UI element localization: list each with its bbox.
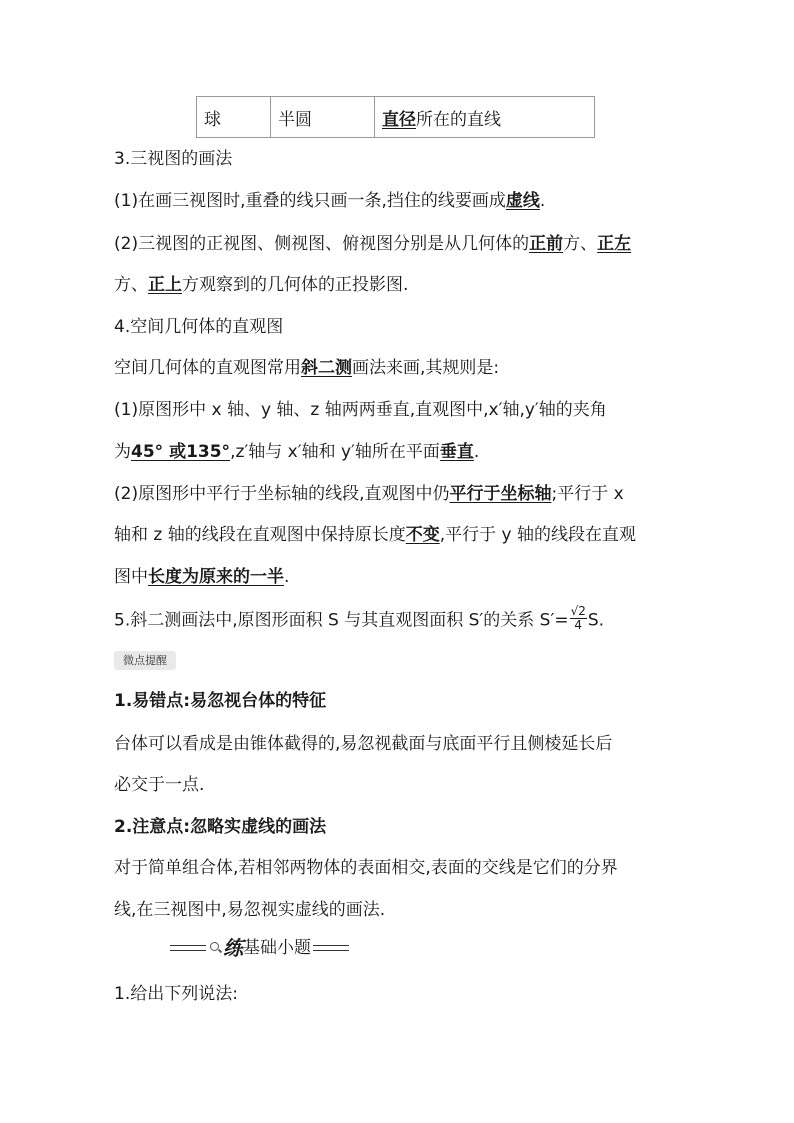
text: 方、	[563, 234, 598, 254]
text: .	[473, 442, 480, 462]
double-rule-left	[170, 945, 206, 951]
text: 方观察到的几何体的正投影图.	[182, 275, 409, 295]
solids-table	[196, 96, 595, 138]
text: ,z′轴与 x′轴和 y′轴所在平面	[230, 442, 440, 462]
text: 画法来画,其规则是:	[352, 358, 500, 378]
text: 轴和 z 轴的线段在直观图中保持原长度	[114, 525, 406, 545]
table-cell	[271, 97, 375, 138]
heading-text: 2.注意点:忽略实虚线的画法	[114, 817, 327, 837]
text: 为	[114, 442, 131, 462]
fill-blank-answer: 正左	[597, 234, 632, 254]
text: 图中	[114, 567, 148, 587]
table-cell	[197, 97, 271, 138]
practice-section-title	[168, 935, 351, 961]
paragraph	[114, 483, 624, 505]
cell-text: 半圆	[278, 109, 312, 130]
tips-badge: 微点提醒	[114, 651, 176, 670]
paragraph	[114, 524, 636, 546]
fill-blank-answer: 正前	[529, 234, 564, 254]
question-1	[114, 983, 238, 1005]
paragraph	[114, 233, 631, 255]
text: 方、	[114, 275, 148, 295]
heading-text: 1.易错点:易忽视台体的特征	[114, 691, 327, 711]
fill-blank-answer: 长度为原来的一半	[148, 567, 284, 587]
text: (1)原图形中 x 轴、y 轴、z 轴两两垂直,直观图中,x′轴,y′轴的夹角	[114, 400, 607, 420]
paragraph	[114, 190, 545, 212]
text: 1.给出下列说法:	[114, 984, 238, 1004]
text: (2)三视图的正视图、侧视图、俯视图分别是从几何体的	[114, 234, 530, 254]
paragraph	[114, 357, 499, 379]
paragraph	[114, 774, 204, 796]
paragraph	[114, 733, 612, 755]
practice-char: 练	[223, 936, 243, 960]
text: 台体可以看成是由锥体截得的,易忽视截面与底面平行且侧棱延长后	[114, 734, 613, 754]
fill-blank-answer: 正上	[148, 275, 182, 295]
table-cell	[375, 97, 595, 138]
tip-2-heading	[114, 816, 326, 838]
tip-1-heading	[114, 690, 326, 712]
cell-text: 球	[204, 109, 221, 130]
section-3-heading	[114, 148, 232, 170]
text: (1)在画三视图时,重叠的线只画一条,挡住的线要画成	[114, 191, 506, 211]
magnifier-icon	[210, 942, 222, 954]
text: (2)原图形中平行于坐标轴的线段,直观图中仍	[114, 484, 450, 504]
practice-title: 基础小题	[243, 938, 311, 958]
text: 空间几何体的直观图常用	[114, 358, 301, 378]
fraction-denominator: 4	[574, 618, 583, 632]
fill-blank-answer: 虚线	[505, 191, 540, 211]
paragraph	[114, 274, 408, 296]
paragraph	[114, 566, 289, 588]
paragraph	[114, 399, 607, 421]
text: 对于简单组合体,若相邻两物体的表面相交,表面的交线是它们的分界	[114, 858, 618, 878]
heading-text: 3.三视图的画法	[114, 149, 233, 169]
text: S.	[587, 610, 605, 631]
paragraph	[114, 441, 479, 463]
heading-text: 4.空间几何体的直观图	[114, 317, 284, 337]
paragraph	[114, 857, 618, 879]
fraction-numerator: √2	[570, 604, 586, 618]
section-5-paragraph	[114, 604, 605, 634]
section-4-heading	[114, 316, 283, 338]
fill-blank-answer: 垂直	[439, 442, 474, 462]
text: ,平行于 y 轴的线段在直观	[439, 525, 637, 545]
text: 必交于一点.	[114, 775, 205, 795]
fill-blank-answer: 45° 或135°	[131, 442, 231, 462]
fill-blank-answer: 直径	[382, 109, 416, 130]
fraction	[570, 605, 587, 632]
paragraph	[114, 899, 385, 921]
fill-blank-answer: 斜二测	[301, 358, 352, 378]
table-row	[197, 97, 595, 138]
cell-text: 所在的直线	[416, 109, 501, 130]
double-rule-right	[313, 945, 349, 951]
text: 5.斜二测画法中,原图形面积 S 与其直观图面积 S′的关系 S′=	[114, 610, 569, 631]
fill-blank-answer: 不变	[405, 525, 440, 545]
text: .	[539, 191, 546, 211]
text: .	[284, 567, 290, 587]
text: ;平行于 x	[551, 484, 624, 504]
fill-blank-answer: 平行于坐标轴	[449, 484, 552, 504]
text: 线,在三视图中,易忽视实虚线的画法.	[114, 900, 386, 920]
